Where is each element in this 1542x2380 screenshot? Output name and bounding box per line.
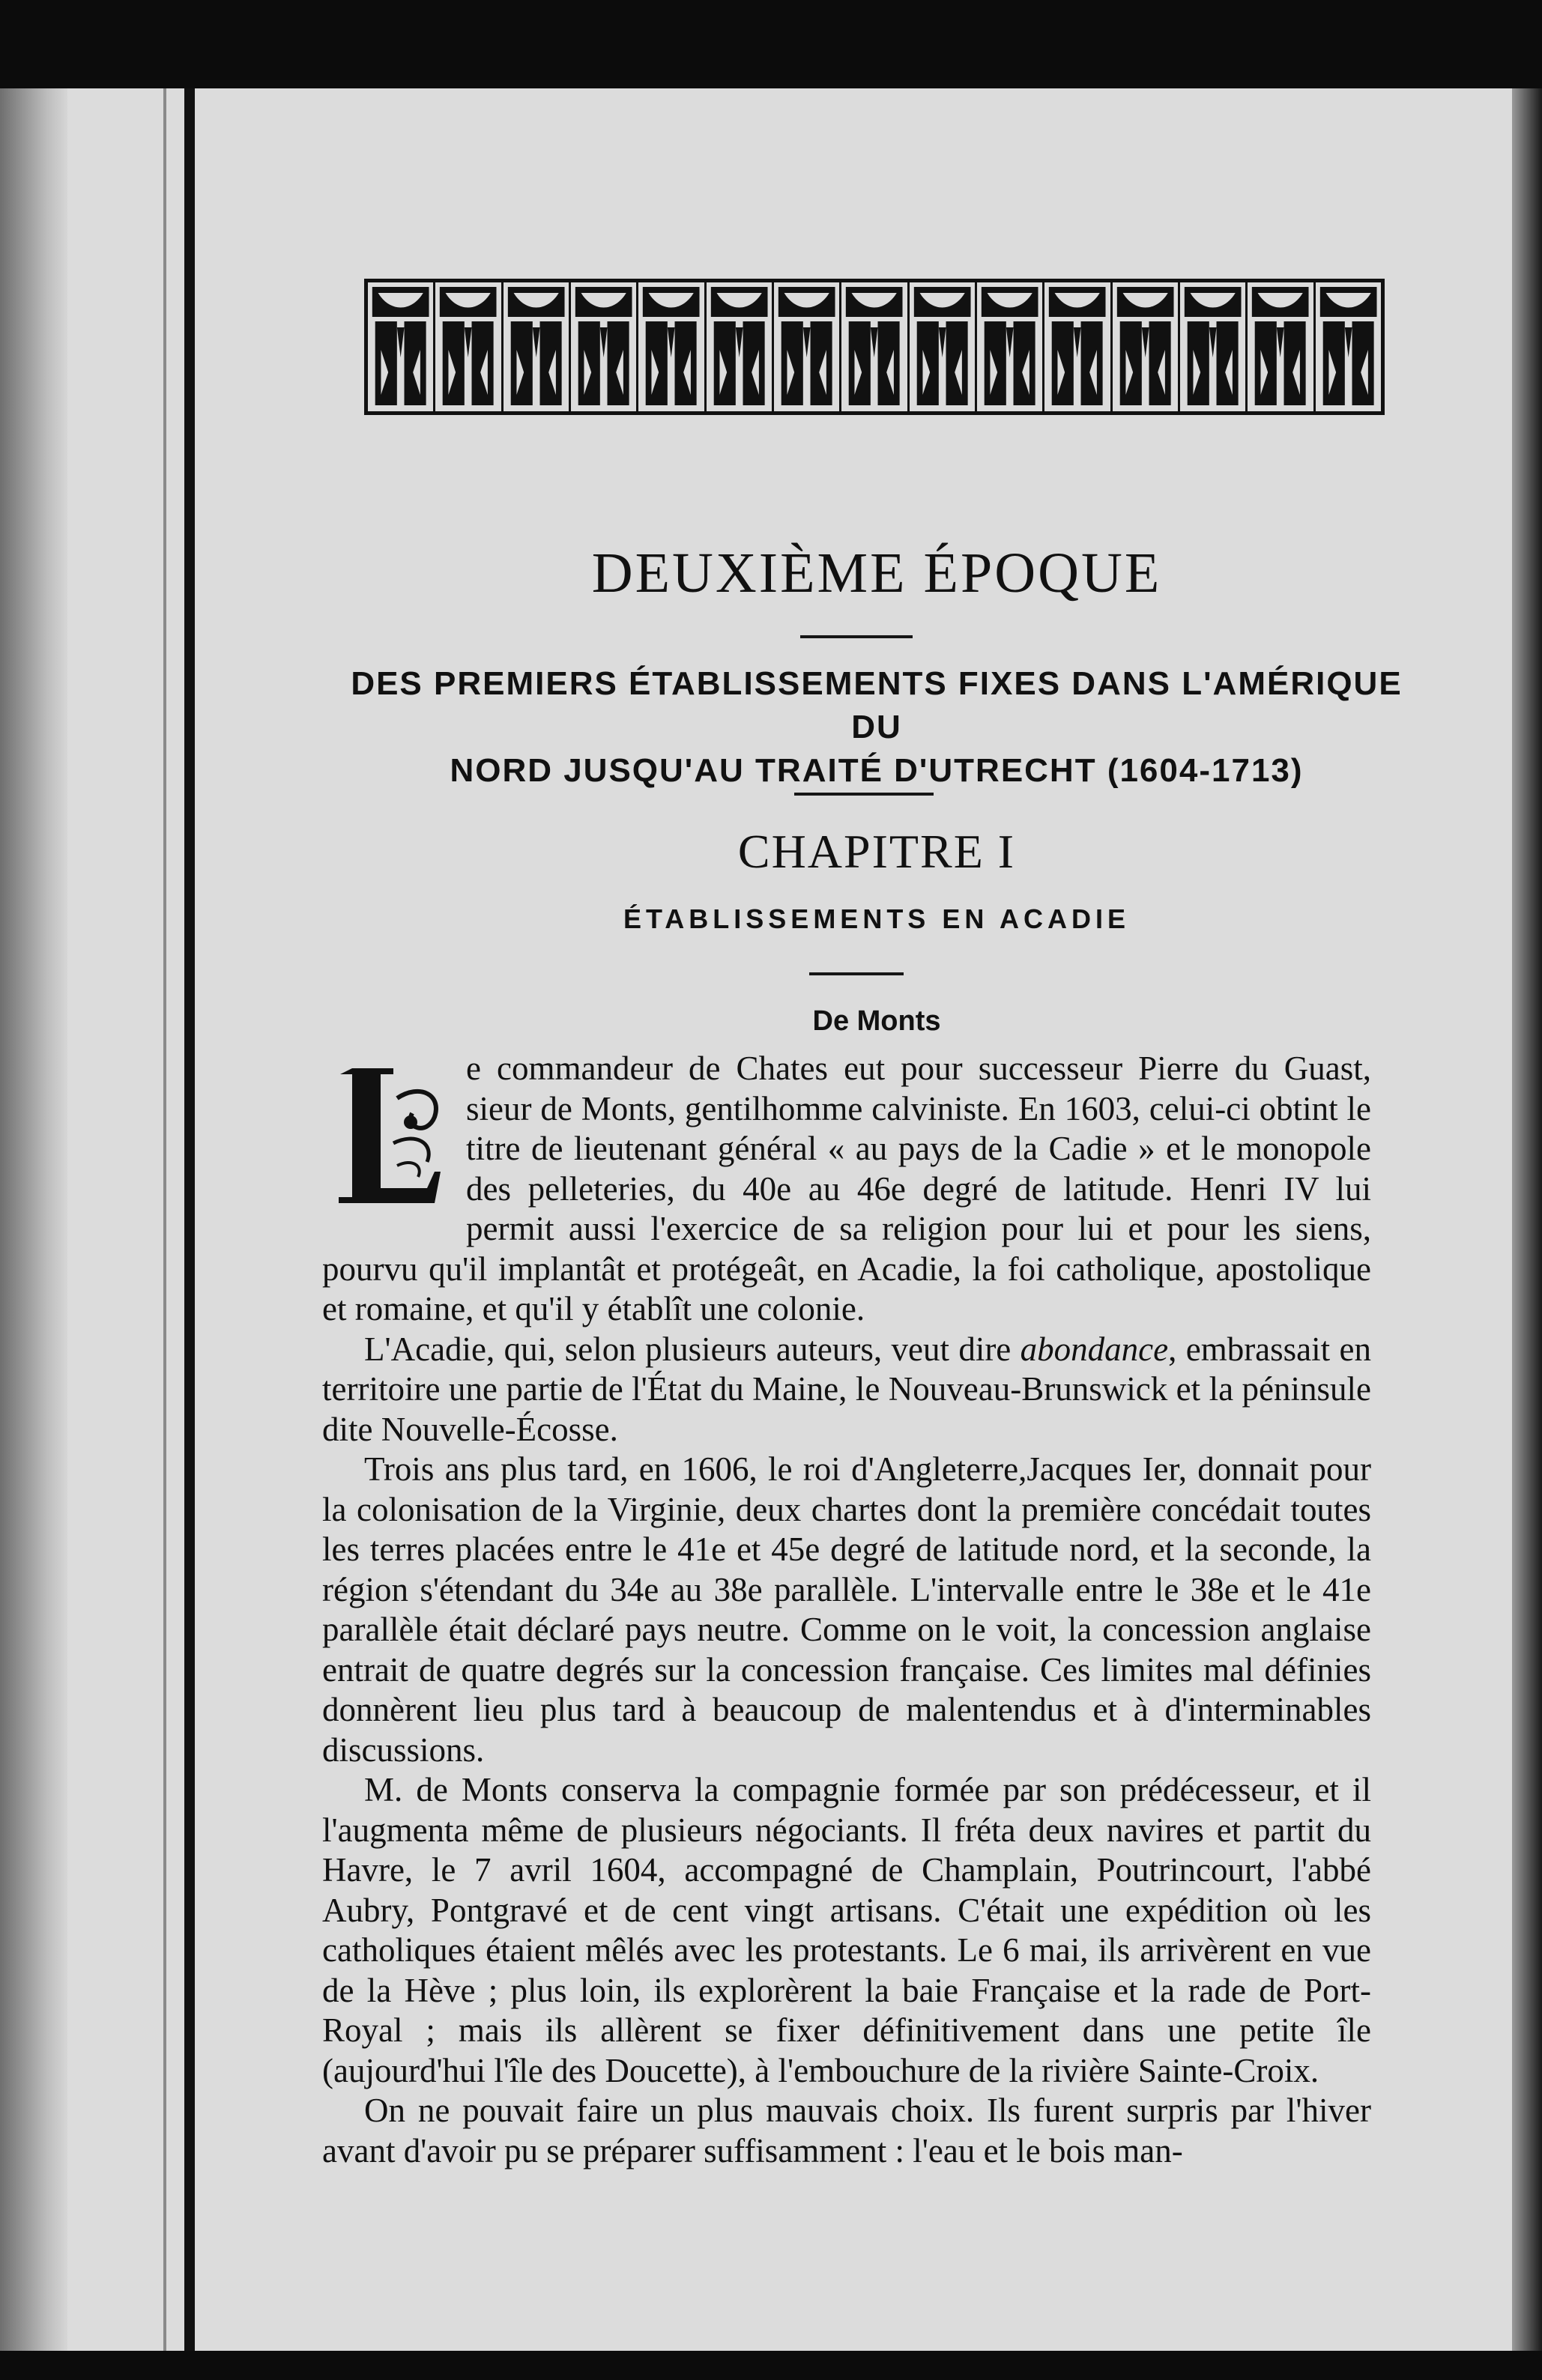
ornament-motif-icon	[841, 282, 907, 411]
section-heading: De Monts	[812, 1005, 941, 1037]
divider-rule	[794, 793, 934, 796]
epoch-subtitle-line: DES PREMIERS ÉTABLISSEMENTS FIXES DANS L'AMÉRIQUE DU	[351, 665, 1403, 745]
divider-rule	[809, 972, 904, 975]
binding-edge-thin	[163, 88, 166, 2351]
paragraph	[322, 1049, 1371, 1330]
ornament-cell	[1044, 282, 1112, 411]
paragraph	[322, 1770, 1371, 2091]
ornament-motif-icon	[774, 282, 839, 411]
ornament-motif-icon	[1316, 282, 1381, 411]
ornament-motif-icon	[1044, 282, 1110, 411]
paragraph-text: On ne pouvait faire un plus mauvais choix. Ils furent surpris par l'hiver avant d'avoir pu se préparer suffisamment : l'eau et le bois man-	[322, 2092, 1371, 2169]
ornament-motif-icon	[1248, 282, 1313, 411]
ornament-cell	[571, 282, 638, 411]
chapter-subtitle: ÉTABLISSEMENTS EN ACADIE	[623, 903, 1131, 934]
ornament-cell	[435, 282, 503, 411]
ornament-motif-icon	[910, 282, 975, 411]
dropcap-ornament-icon	[322, 1053, 450, 1214]
binding-edge	[184, 88, 195, 2351]
ornament-cell	[1316, 282, 1381, 411]
ornament-motif-icon	[707, 282, 772, 411]
chapter-title: CHAPITRE I	[737, 825, 1016, 878]
ornament-motif-icon	[504, 282, 569, 411]
ornament-cell	[368, 282, 435, 411]
paragraph-text: Trois ans plus tard, en 1606, le roi d'Angleterre,Jacques Ier, donnait pour la colonisation de la Virginie, deux chartes dont la première concédait toutes les terres placées entre le 41e et 45e degré de latitude nord, et la seconde, la région s'étendant du 34e au 38e parallèle. L'intervalle entre le 38e et le 41e parallèle était déclaré pays neutre. Comme on le voit, la concession anglaise entrait de quatre degrés sur la concession française. Ces limites mal définies donnèrent lieu plus tard à beaucoup de malentendus et à d'interminables discussions.	[322, 1450, 1371, 1769]
divider-rule	[800, 635, 913, 638]
page-right-edge	[1512, 88, 1542, 2351]
ornament-cell	[1180, 282, 1248, 411]
epoch-title: DEUXIÈME ÉPOQUE	[591, 542, 1162, 605]
paragraph	[322, 2091, 1371, 2171]
paragraph	[322, 1450, 1371, 1770]
ornament-motif-icon	[435, 282, 501, 411]
gutter-shadow	[0, 88, 67, 2351]
epoch-subtitle-line: NORD JUSQU'AU TRAITÉ D'UTRECHT (1604-1713)	[450, 752, 1304, 789]
ornament-cell	[504, 282, 571, 411]
ornament-cell	[1248, 282, 1315, 411]
ornamental-headband	[364, 279, 1385, 415]
ornament-motif-icon	[368, 282, 433, 411]
ornament-cell	[1113, 282, 1180, 411]
body-text	[322, 1049, 1371, 2171]
ornament-cell	[638, 282, 706, 411]
ornament-cell	[841, 282, 909, 411]
ornament-cell	[774, 282, 841, 411]
ornament-motif-icon	[571, 282, 636, 411]
paragraph-text: M. de Monts conserva la compagnie formée par son prédécesseur, et il l'augmenta même de plusieurs négociants. Il fréta deux navires et partit du Havre, le 7 avril 1604, accompagné de Champlain, Poutrincourt, l'abbé Aubry, Pontgravé et de cent vingt artisans. C'était une expédition où les catholiques étaient mêlés avec les protestants. Le 6 mai, ils arrivèrent en vue de la Hève ; plus loin, ils explorèrent la baie Française et la rade de Port-Royal ; mais ils allèrent se fixer définitivement dans une petite île (aujourd'hui l'île des Doucette), à l'embouchure de la rivière Sainte-Croix.	[322, 1771, 1371, 2089]
ornament-motif-icon	[1113, 282, 1178, 411]
ornament-motif-icon	[1180, 282, 1245, 411]
ornament-motif-icon	[638, 282, 704, 411]
ornament-cell	[707, 282, 774, 411]
epoch-subtitle	[322, 662, 1431, 793]
paragraph	[322, 1330, 1371, 1450]
paragraph-text: e commandeur de Chates eut pour successeur Pierre du Guast, sieur de Monts, gentilhomme calviniste. En 1603, celui-ci obtint le titre de lieutenant général « au pays de la Cadie » et le monopole des pelleteries, du 40e au 46e degré de latitude. Henri IV lui permit aussi l'exercice de sa religion pour lui et pour les siens, pourvu qu'il implantât et protégeât, en Acadie, la foi catholique, apostolique et romaine, et qu'il y établît une colonie.	[322, 1050, 1371, 1327]
ornament-motif-icon	[977, 282, 1042, 411]
paragraph-text: L'Acadie, qui, selon plusieurs auteurs, veut dire abondance, embrassait en territoire une partie de l'État du Maine, le Nouveau-Brunswick et la péninsule dite Nouvelle-Écosse.	[322, 1330, 1371, 1448]
ornament-cell	[977, 282, 1044, 411]
ornament-cell	[910, 282, 977, 411]
